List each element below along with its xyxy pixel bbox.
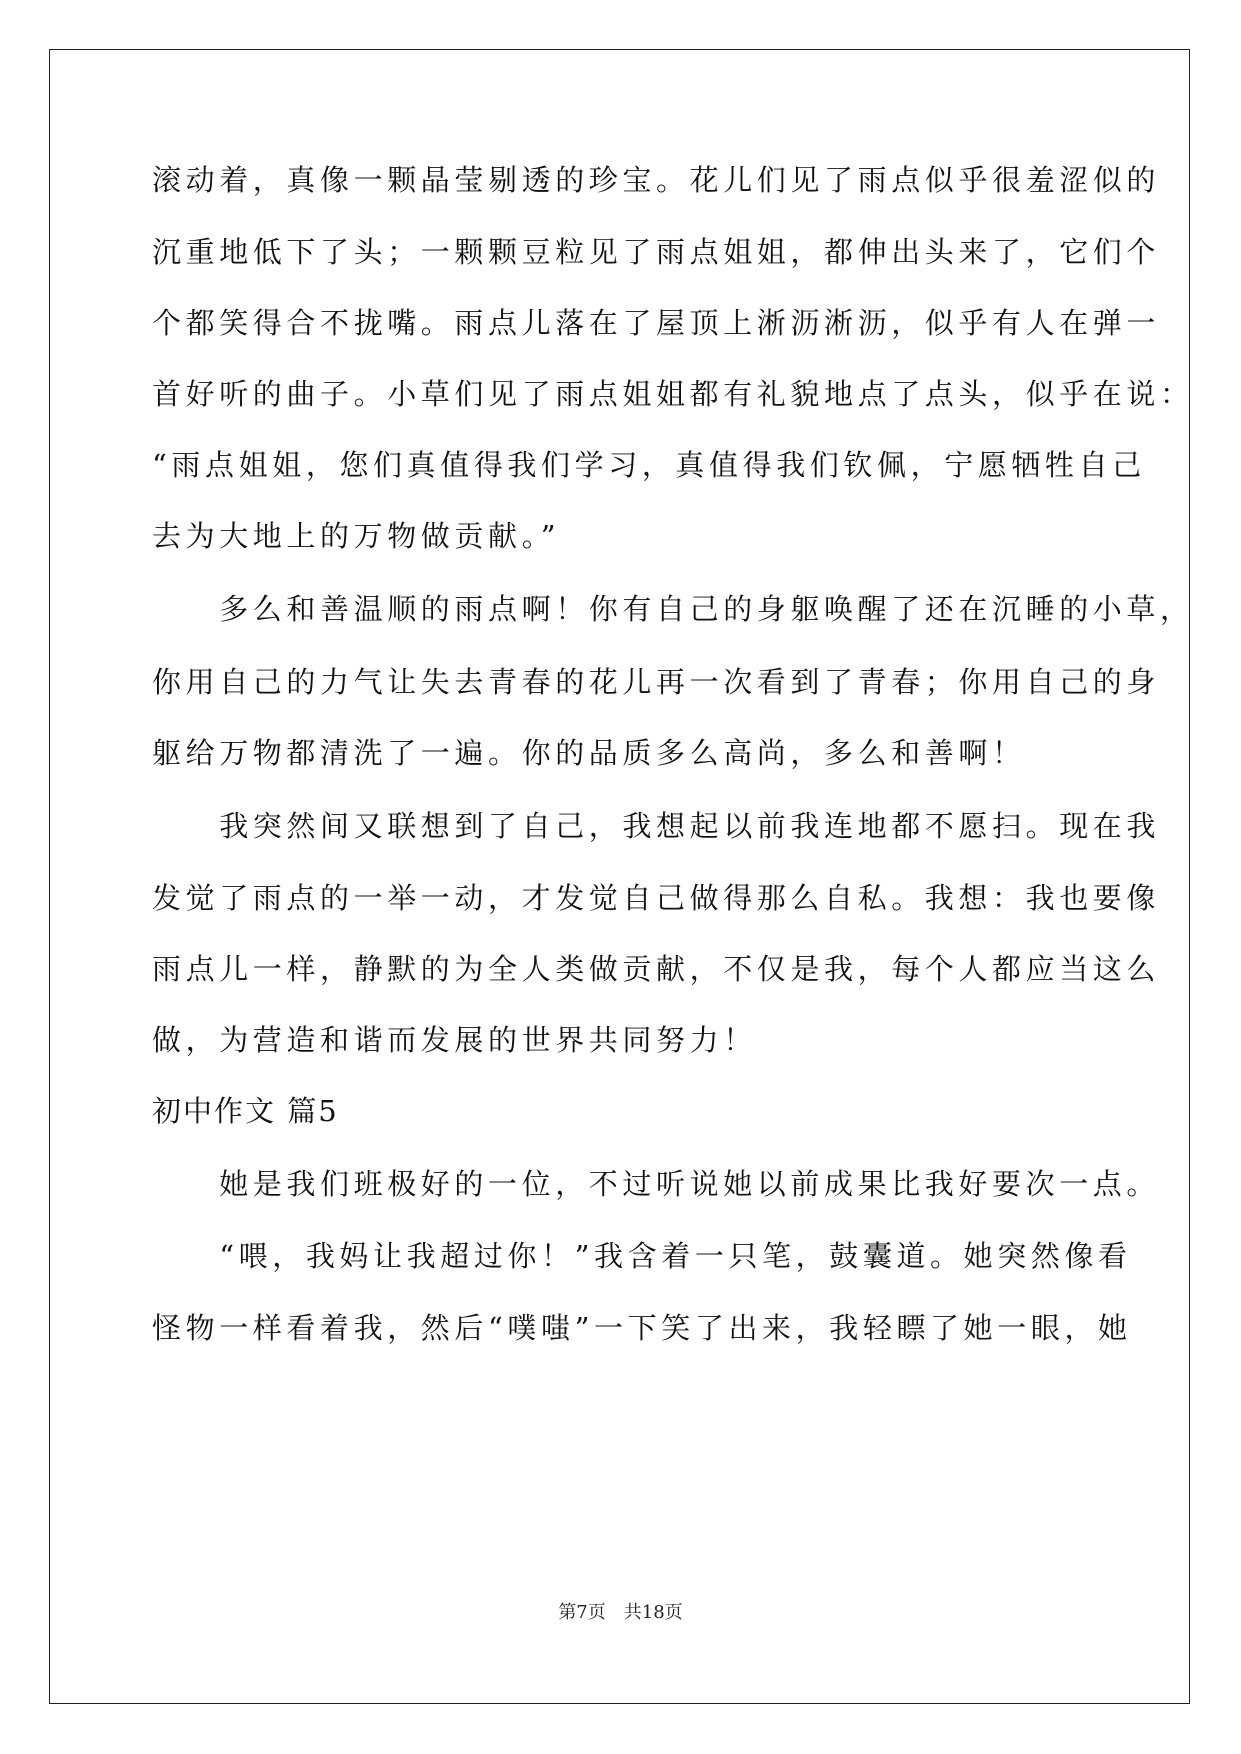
text-line: 多么和善温顺的雨点啊！你有自己的身躯唤醒了还在沉睡的小草， <box>152 592 1194 626</box>
text-line: “雨点姐姐，您们真值得我们学习，真值得我们钦佩，宁愿牺牲自己 <box>152 448 1146 482</box>
text-line: 她是我们班极好的一位，不过听说她以前成果比我好要次一点。 <box>152 1167 1161 1201</box>
page-border <box>49 49 1190 1704</box>
text-line: 雨点儿一样，静默的为全人类做贡献，不仅是我，每个人都应当这么 <box>152 952 1161 986</box>
text-line: 发觉了雨点的一举一动，才发觉自己做得那么自私。我想：我也要像 <box>152 881 1161 915</box>
text-line: 首好听的曲子。小草们见了雨点姐姐都有礼貌地点了点头，似乎在说： <box>152 377 1194 411</box>
text-line: 去为大地上的万物做贡献。” <box>152 519 561 553</box>
text-line: 个都笑得合不拢嘴。雨点儿落在了屋顶上淅沥淅沥，似乎有人在弹一 <box>152 306 1161 340</box>
text-line: 沉重地低下了头；一颗颗豆粒见了雨点姐姐，都伸出头来了，它们个 <box>152 235 1161 269</box>
section-heading: 初中作文 篇5 <box>152 1094 339 1128</box>
text-line: “喂，我妈让我超过你！”我含着一只笔，鼓囊道。她突然像看 <box>152 1239 1132 1273</box>
text-line: 躯给万物都清洗了一遍。你的品质多么高尚，多么和善啊！ <box>152 736 1026 770</box>
text-line: 怪物一样看着我，然后“噗嗤”一下笑了出来，我轻瞟了她一眼，她 <box>152 1311 1132 1345</box>
text-line: 做，为营造和谐而发展的世界共同努力！ <box>152 1023 757 1057</box>
text-line: 我突然间又联想到了自己，我想起以前我连地都不愿扫。现在我 <box>152 809 1161 843</box>
text-line: 你用自己的力气让失去青春的花儿再一次看到了青春；你用自己的身 <box>152 665 1161 699</box>
text-line: 滚动着，真像一颗晶莹剔透的珍宝。花儿们见了雨点似乎很羞涩似的 <box>152 163 1161 197</box>
page-number: 第7页 共18页 <box>558 1602 683 1623</box>
